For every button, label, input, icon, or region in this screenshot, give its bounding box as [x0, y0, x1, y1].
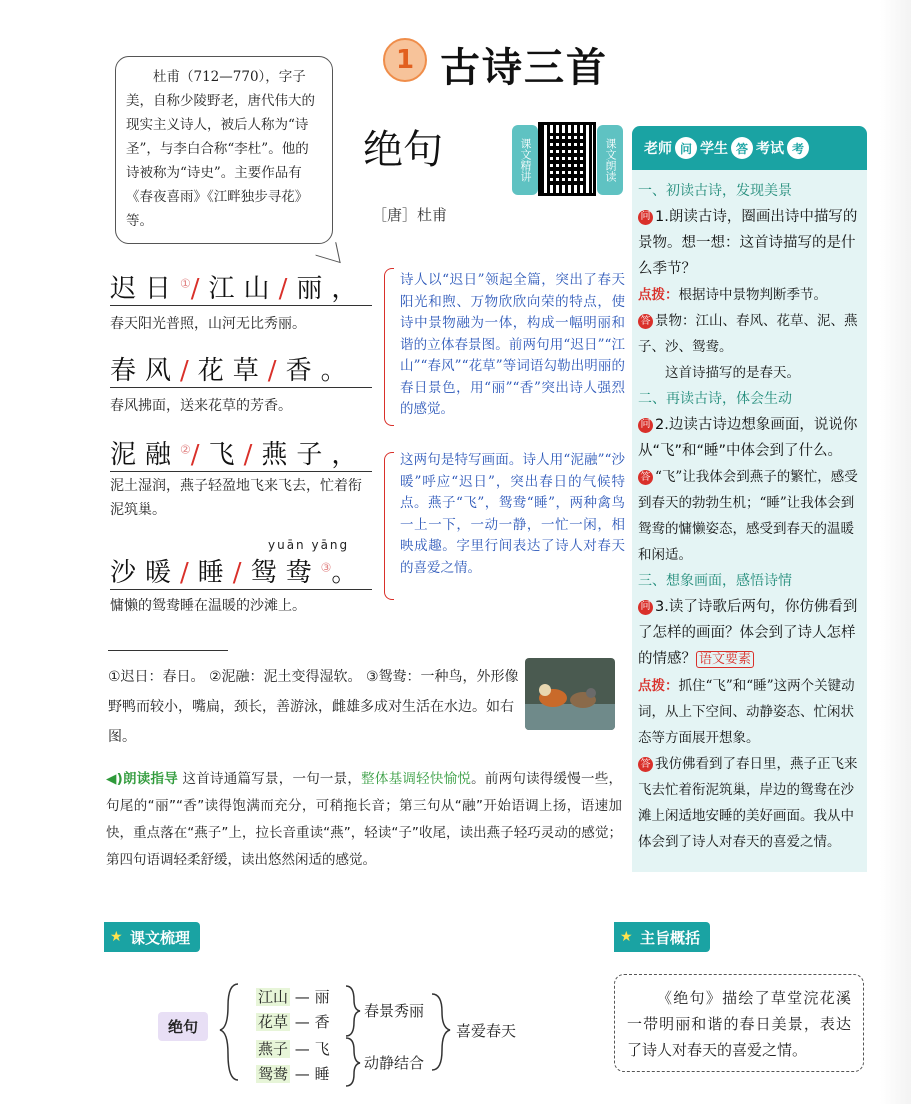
tree-pair-4: 鸳鸯 — 睡: [258, 1065, 330, 1083]
speaker-icon: ◀): [106, 771, 123, 787]
poem-line-3: 泥融②/飞/燕子，: [110, 440, 367, 470]
answer-3: 答 我仿佛看到了春日里，燕子正飞来飞去忙着衔泥筑巢，岸边的鸳鸯在沙滩上闲适地安睡的美好画面。我从中体会到了诗人对春天的喜爱之情。: [638, 756, 858, 850]
qr-tag-reading[interactable]: 课文朗读: [597, 125, 623, 195]
answer-icon: 答: [638, 470, 653, 485]
section-tab-theme: ★ 主旨概括: [614, 922, 710, 952]
tree-group-1: 春景秀丽: [364, 1002, 425, 1020]
poem-author: ［唐］杜甫: [372, 206, 448, 224]
tree-pair-1: 江山 — 丽: [258, 988, 330, 1006]
page-edge: [880, 0, 911, 1104]
star-icon: ★: [110, 929, 123, 945]
divider: [110, 471, 372, 472]
qa-panel-body: 一、初读古诗，发现美景 问 1.朗读古诗，圈画出诗中描写的景物。想一想：这首诗描写的是什么季节？ 点拨：根据诗中景物判断季节。 答 景物：江山、春风、花草、泥、燕子、沙、鸳鸯。 这首诗描写的是春天。 二、再读古诗，体会生动 问 2.边读古诗边想象画面，说说你从“飞”和“睡”中体会到了什么。 答 “飞”让我体会到燕子的繁忙，感受到春天的勃勃生机；“睡”让我体会到鸳鸯的慵懒姿态，感受到春天的温暖和闲适。 三、想象画面，感悟诗情 问 3.读了诗歌后两句，你仿佛看到了怎样的画面？体会到了诗人怎样的情感？ 语文要素 点拨：抓住“飞”和“睡”这两个关键动词，从上下空间、动静姿态、忙闲状态等方面展开想象。 答 我仿佛看到了春日里，燕子正飞来飞去忙着衔泥筑巢，岸边的鸳鸯在沙滩上闲适地安睡的美好画面。我从中体会到了诗人对春天的喜爱之情。: [638, 178, 864, 855]
poem-translation-2: 春风拂面，送来花草的芳香。: [110, 398, 292, 414]
divider: [108, 650, 228, 651]
exam-icon: 考: [787, 137, 809, 159]
qr-tag-lecture[interactable]: 课文精讲: [512, 125, 538, 195]
tree-conclusion: 喜爱春天: [456, 1022, 517, 1040]
reading-guide: ◀)朗读指导 这首诗通篇写景，一句一景，整体基调轻快愉悦。前两句读得缓慢一些，句尾的“丽”“香”读得饱满而充分，可稍拖长音；第三句从“融”开始语调上扬，语速加快，重点落在“燕子”上，拉长音重读“燕”，轻读“子”收尾，读出燕子轻巧灵动的感觉；第四句语调轻柔舒缓，读出悠然闲适的感觉。: [106, 771, 623, 868]
poem-line-2: 春风/花草/香。: [110, 356, 356, 386]
section-tab-structure: ★ 课文梳理: [104, 922, 200, 952]
tree-root: 绝句: [158, 1012, 208, 1041]
answer-1: 答 景物：江山、春风、花草、泥、燕子、沙、鸳鸯。: [638, 313, 858, 355]
answer-icon: 答: [731, 137, 753, 159]
question-2: 问 2.边读古诗边想象画面，说说你从“飞”和“睡”中体会到了什么。: [638, 417, 858, 459]
poem-translation-4: 慵懒的鸳鸯睡在温暖的沙滩上。: [110, 598, 306, 614]
poem-line-1: 迟日①/江山/丽，: [110, 274, 367, 304]
divider: [110, 387, 372, 388]
section-heading-2: 二、再读古诗，体会生动: [638, 391, 792, 407]
skill-tag: 语文要素: [696, 651, 754, 668]
ask-icon: 问: [675, 137, 697, 159]
section-heading-3: 三、想象画面，感悟诗情: [638, 573, 792, 589]
divider: [110, 589, 372, 590]
divider: [110, 305, 372, 306]
question-icon: 问: [638, 600, 653, 615]
poem-translation-3: 泥土湿润，燕子轻盈地飞来飞去，忙着衔泥筑巢。: [110, 478, 362, 518]
answer-icon: 答: [638, 757, 653, 772]
structure-tree: [150, 980, 570, 1090]
answer-icon: 答: [638, 314, 653, 329]
tree-pair-3: 燕子 — 飞: [258, 1040, 330, 1058]
poem-translation-1: 春天阳光普照，山河无比秀丽。: [110, 316, 306, 332]
question-1: 问 1.朗读古诗，圈画出诗中描写的景物。想一想：这首诗描写的是什么季节？: [638, 209, 858, 277]
poem-title: 绝句: [363, 127, 443, 173]
annotation-2: 这两句是特写画面。诗人用“泥融”“沙暖”呼应“迟日”，突出春日的气候特点。燕子“飞”，鸳鸯“睡”，两种禽鸟一上一下，一动一静，一忙一闲，相映成趣。字里行间表达了诗人对春天的喜爱之情。: [400, 452, 625, 576]
annotation-1: 诗人以“迟日”领起全篇，突出了春天阳光和煦、万物欣欣向荣的特点，使诗中景物融为一体，构成一幅明丽和谐的立体春景图。前两句用“迟日”“江山”“春风”“花草”等词语勾勒出明丽的春日景色，用“丽”“香”突出诗人强烈的感觉。: [400, 272, 625, 417]
annotation-bracket-1: [384, 268, 394, 426]
qr-code[interactable]: [538, 122, 596, 196]
poem-line-4: 沙暖/睡/鸳鸯③。: [110, 558, 367, 588]
question-3: 问 3.读了诗歌后两句，你仿佛看到了怎样的画面？体会到了诗人怎样的情感？ 语文要素: [638, 599, 858, 667]
mandarin-duck-photo: [525, 658, 615, 730]
question-icon: 问: [638, 418, 653, 433]
question-icon: 问: [638, 210, 653, 225]
answer-2: 答 “飞”让我体会到燕子的繁忙，感受到春天的勃勃生机；“睡”让我体会到鸳鸯的慵懒姿态，感受到春天的温暖和闲适。: [638, 469, 858, 563]
lesson-number-badge: 1: [383, 38, 427, 82]
footnotes: ①迟日：春日。 ②泥融：泥土变得湿软。 ③鸳鸯：一种鸟，外形像野鸭而较小，嘴扁，颈长，善游泳，雌雄多成对生活在水边。如右图。: [108, 669, 519, 745]
tree-group-2: 动静结合: [364, 1054, 425, 1072]
qa-panel-header: 老师 问 学生 答 考试 考: [632, 126, 867, 170]
annotation-bracket-2: [384, 452, 394, 600]
pinyin-yuanyang: yuān yāng: [268, 538, 350, 552]
tree-pair-2: 花草 — 香: [258, 1013, 330, 1031]
theme-summary: 《绝句》描绘了草堂浣花溪一带明丽和谐的春日美景，表达了诗人对春天的喜爱之情。: [614, 974, 864, 1072]
star-icon: ★: [620, 929, 633, 945]
author-intro-box: 杜甫（712—770），字子美，自称少陵野老，唐代伟大的现实主义诗人，被后人称为“诗圣”，与李白合称“李杜”。他的诗被称为“诗史”。主要作品有《春夜喜雨》《江畔独步寻花》等。: [115, 56, 333, 244]
section-heading-1: 一、初读古诗，发现美景: [638, 183, 792, 199]
lesson-title: 古诗三首: [440, 45, 608, 91]
